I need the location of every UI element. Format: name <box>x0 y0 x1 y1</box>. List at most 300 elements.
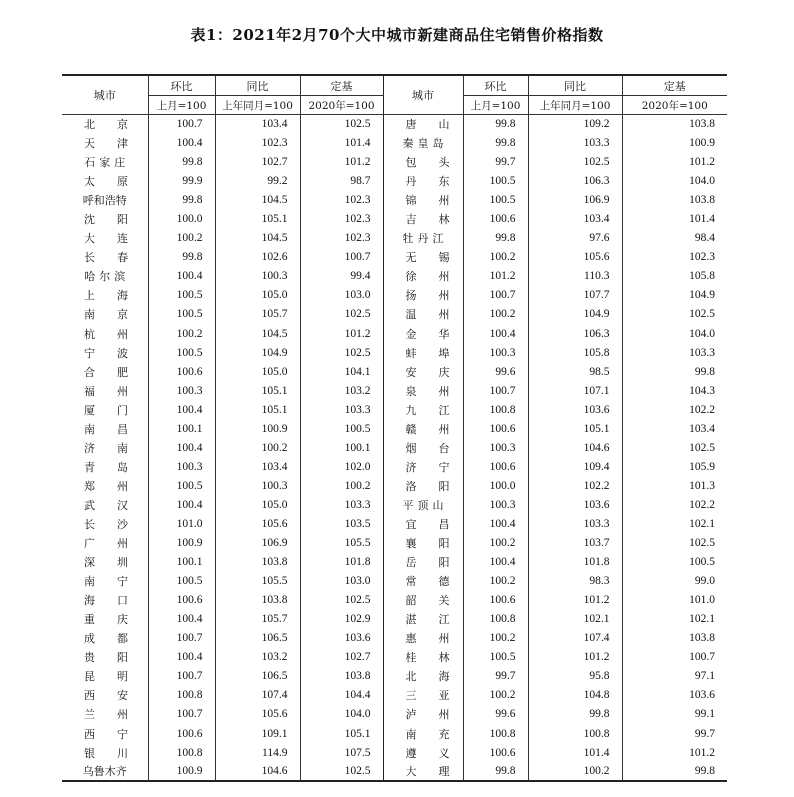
mom-value-left: 100.5 <box>148 305 215 324</box>
header-city-left: 城市 <box>62 75 148 115</box>
yoy-value-left: 99.2 <box>215 172 300 191</box>
yoy-value-left: 105.1 <box>215 210 300 229</box>
mom-value-right: 99.8 <box>463 134 528 153</box>
city-name-left: 呼和浩特 <box>82 194 127 208</box>
mom-value-right: 100.5 <box>463 191 528 210</box>
mom-value-right: 101.2 <box>463 267 528 286</box>
yoy-value-right: 104.8 <box>528 686 622 705</box>
city-name-left: 上海 <box>84 289 150 303</box>
fixed-value-right: 102.5 <box>622 534 727 553</box>
table-row <box>62 115 727 134</box>
yoy-value-right: 102.2 <box>528 476 622 495</box>
city-name-right: 温州 <box>383 305 463 324</box>
city-name-right: 南充 <box>383 724 463 743</box>
table-row <box>62 381 727 400</box>
city-name-right: 济宁 <box>383 457 463 476</box>
fixed-value-left: 100.1 <box>300 438 383 457</box>
mom-value-left: 100.6 <box>148 362 215 381</box>
fixed-value-left: 102.3 <box>300 229 383 248</box>
city-name-right: 北海 <box>383 667 463 686</box>
yoy-value-right: 98.3 <box>528 572 622 591</box>
fixed-value-right: 102.2 <box>622 495 727 514</box>
mom-value-right: 100.3 <box>463 438 528 457</box>
fixed-value-right: 102.1 <box>622 514 727 533</box>
fixed-value-right: 99.7 <box>622 724 727 743</box>
fixed-value-left: 101.2 <box>300 153 383 172</box>
mom-value-right: 100.6 <box>463 419 528 438</box>
mom-value-right: 100.5 <box>463 172 528 191</box>
city-name-left: 重庆 <box>84 613 150 627</box>
fixed-value-left: 102.5 <box>300 591 383 610</box>
city-name-right: 大理 <box>383 762 463 781</box>
yoy-value-right: 109.4 <box>528 457 622 476</box>
fixed-value-right: 102.1 <box>622 610 727 629</box>
mom-value-left: 100.4 <box>148 610 215 629</box>
table-row <box>62 534 727 553</box>
yoy-value-right: 110.3 <box>528 267 622 286</box>
mom-value-left: 100.1 <box>148 419 215 438</box>
fixed-value-right: 105.9 <box>622 457 727 476</box>
city-name-right: 唐山 <box>383 115 463 134</box>
yoy-value-right: 102.5 <box>528 153 622 172</box>
city-name-left: 乌鲁木齐 <box>82 765 127 779</box>
yoy-value-left: 105.1 <box>215 381 300 400</box>
table-row <box>62 153 727 172</box>
city-name-left: 杭州 <box>84 327 150 341</box>
mom-value-right: 99.8 <box>463 229 528 248</box>
city-name-right: 宜昌 <box>383 514 463 533</box>
mom-value-left: 100.2 <box>148 324 215 343</box>
mom-value-left: 100.9 <box>148 534 215 553</box>
fixed-value-right: 104.3 <box>622 381 727 400</box>
fixed-value-right: 99.8 <box>622 362 727 381</box>
city-name-left: 长春 <box>84 251 150 265</box>
fixed-value-right: 105.8 <box>622 267 727 286</box>
city-name-left: 贵阳 <box>84 651 150 665</box>
yoy-value-left: 100.9 <box>215 419 300 438</box>
fixed-value-right: 97.1 <box>622 667 727 686</box>
fixed-value-left: 101.8 <box>300 553 383 572</box>
city-name-left: 成都 <box>84 632 150 646</box>
fixed-value-left: 103.8 <box>300 667 383 686</box>
mom-value-left: 101.0 <box>148 514 215 533</box>
mom-value-left: 100.8 <box>148 743 215 762</box>
city-name-right: 洛阳 <box>383 476 463 495</box>
fixed-value-right: 104.0 <box>622 324 727 343</box>
city-name-left: 青岛 <box>84 460 150 474</box>
yoy-value-left: 109.1 <box>215 724 300 743</box>
table-row <box>62 724 727 743</box>
table-row <box>62 553 727 572</box>
mom-value-left: 99.8 <box>148 191 215 210</box>
yoy-value-right: 109.2 <box>528 115 622 134</box>
yoy-value-left: 105.5 <box>215 572 300 591</box>
city-name-right: 包头 <box>383 153 463 172</box>
fixed-value-right: 99.1 <box>622 705 727 724</box>
yoy-value-left: 100.3 <box>215 476 300 495</box>
city-name-right: 秦皇岛 <box>383 134 463 153</box>
fixed-value-left: 102.9 <box>300 610 383 629</box>
table-row <box>62 514 727 533</box>
mom-value-right: 100.3 <box>463 343 528 362</box>
yoy-value-right: 103.4 <box>528 210 622 229</box>
city-name-right: 遵义 <box>383 743 463 762</box>
yoy-value-left: 102.6 <box>215 248 300 267</box>
fixed-value-left: 102.0 <box>300 457 383 476</box>
yoy-value-right: 101.2 <box>528 591 622 610</box>
table-row <box>62 743 727 762</box>
city-name-right: 赣州 <box>383 419 463 438</box>
mom-value-right: 100.7 <box>463 286 528 305</box>
yoy-value-right: 105.6 <box>528 248 622 267</box>
fixed-value-left: 102.5 <box>300 115 383 134</box>
fixed-value-left: 103.2 <box>300 381 383 400</box>
city-name-left: 厦门 <box>84 403 150 417</box>
table-row <box>62 172 727 191</box>
yoy-value-right: 105.1 <box>528 419 622 438</box>
mom-value-left: 100.4 <box>148 267 215 286</box>
mom-value-right: 100.0 <box>463 476 528 495</box>
header-yoy-base-right: 上年同月=100 <box>528 96 622 115</box>
fixed-value-left: 102.3 <box>300 191 383 210</box>
city-name-left: 郑州 <box>84 479 150 493</box>
city-name-left: 广州 <box>84 537 150 551</box>
city-name-right: 吉林 <box>383 210 463 229</box>
city-name-left: 深圳 <box>84 556 150 570</box>
mom-value-left: 100.3 <box>148 381 215 400</box>
city-name-right: 泸州 <box>383 705 463 724</box>
city-name-right: 三亚 <box>383 686 463 705</box>
city-name-left: 南昌 <box>84 422 150 436</box>
fixed-value-right: 99.0 <box>622 572 727 591</box>
city-name-right: 无锡 <box>383 248 463 267</box>
fixed-value-right: 100.7 <box>622 648 727 667</box>
fixed-value-right: 100.5 <box>622 553 727 572</box>
yoy-value-right: 100.8 <box>528 724 622 743</box>
header-mom-right: 环比 <box>463 75 528 96</box>
yoy-value-right: 97.6 <box>528 229 622 248</box>
mom-value-left: 100.0 <box>148 210 215 229</box>
yoy-value-right: 103.3 <box>528 134 622 153</box>
city-name-right: 金华 <box>383 324 463 343</box>
yoy-value-left: 104.5 <box>215 229 300 248</box>
city-name-left: 昆明 <box>84 670 150 684</box>
table-row <box>62 362 727 381</box>
city-name-right: 安庆 <box>383 362 463 381</box>
yoy-value-right: 101.2 <box>528 648 622 667</box>
mom-value-right: 99.7 <box>463 153 528 172</box>
mom-value-left: 100.7 <box>148 115 215 134</box>
header-fixed-right: 定基 <box>622 75 727 96</box>
city-name-right: 韶关 <box>383 591 463 610</box>
city-name-left: 天津 <box>84 137 150 151</box>
fixed-value-left: 102.7 <box>300 648 383 667</box>
table-row <box>62 476 727 495</box>
mom-value-right: 99.8 <box>463 762 528 781</box>
mom-value-right: 99.6 <box>463 705 528 724</box>
city-name-left: 西安 <box>84 689 150 703</box>
yoy-value-right: 106.9 <box>528 191 622 210</box>
yoy-value-left: 103.2 <box>215 648 300 667</box>
city-name-left: 北京 <box>84 118 150 132</box>
yoy-value-right: 106.3 <box>528 324 622 343</box>
yoy-value-right: 95.8 <box>528 667 622 686</box>
city-name-left: 福州 <box>84 384 150 398</box>
mom-value-right: 100.2 <box>463 534 528 553</box>
mom-value-right: 100.2 <box>463 305 528 324</box>
table-row <box>62 267 727 286</box>
city-name-right: 常德 <box>383 572 463 591</box>
city-name-left: 沈阳 <box>84 213 150 227</box>
city-name-right: 丹东 <box>383 172 463 191</box>
yoy-value-left: 107.4 <box>215 686 300 705</box>
fixed-value-left: 100.2 <box>300 476 383 495</box>
mom-value-right: 100.8 <box>463 400 528 419</box>
header-yoy-left: 同比 <box>215 75 300 96</box>
fixed-value-left: 103.5 <box>300 514 383 533</box>
price-index-table <box>62 74 727 782</box>
mom-value-left: 100.8 <box>148 686 215 705</box>
table-row <box>62 343 727 362</box>
yoy-value-left: 106.5 <box>215 629 300 648</box>
mom-value-left: 100.4 <box>148 438 215 457</box>
yoy-value-left: 104.9 <box>215 343 300 362</box>
mom-value-left: 100.2 <box>148 229 215 248</box>
fixed-value-left: 100.5 <box>300 419 383 438</box>
fixed-value-left: 104.4 <box>300 686 383 705</box>
fixed-value-right: 104.9 <box>622 286 727 305</box>
city-name-left: 宁波 <box>84 346 150 360</box>
fixed-value-left: 104.1 <box>300 362 383 381</box>
fixed-value-right: 102.3 <box>622 248 727 267</box>
table-row <box>62 495 727 514</box>
mom-value-left: 100.7 <box>148 667 215 686</box>
fixed-value-right: 102.5 <box>622 438 727 457</box>
fixed-value-left: 104.0 <box>300 705 383 724</box>
city-name-left: 济南 <box>84 441 150 455</box>
fixed-value-left: 103.0 <box>300 286 383 305</box>
city-name-right: 烟台 <box>383 438 463 457</box>
yoy-value-left: 114.9 <box>215 743 300 762</box>
fixed-value-left: 102.5 <box>300 305 383 324</box>
fixed-value-right: 103.8 <box>622 629 727 648</box>
mom-value-right: 100.4 <box>463 553 528 572</box>
mom-value-left: 100.7 <box>148 705 215 724</box>
table-row <box>62 591 727 610</box>
yoy-value-right: 107.4 <box>528 629 622 648</box>
fixed-value-left: 107.5 <box>300 743 383 762</box>
fixed-value-left: 105.5 <box>300 534 383 553</box>
yoy-value-left: 102.3 <box>215 134 300 153</box>
yoy-value-right: 107.7 <box>528 286 622 305</box>
mom-value-left: 100.4 <box>148 648 215 667</box>
fixed-value-left: 103.6 <box>300 629 383 648</box>
yoy-value-left: 105.7 <box>215 610 300 629</box>
city-name-left: 合肥 <box>84 365 150 379</box>
yoy-value-right: 103.6 <box>528 495 622 514</box>
city-name-left: 哈尔滨 <box>84 270 130 284</box>
mom-value-left: 100.5 <box>148 572 215 591</box>
city-name-left: 太原 <box>84 175 150 189</box>
fixed-value-right: 100.9 <box>622 134 727 153</box>
fixed-value-right: 101.0 <box>622 591 727 610</box>
fixed-value-left: 103.3 <box>300 400 383 419</box>
mom-value-right: 99.6 <box>463 362 528 381</box>
city-name-right: 襄阳 <box>383 534 463 553</box>
table-row <box>62 457 727 476</box>
yoy-value-left: 106.9 <box>215 534 300 553</box>
table-row <box>62 400 727 419</box>
city-name-right: 平顶山 <box>383 495 463 514</box>
mom-value-left: 99.8 <box>148 248 215 267</box>
table-row <box>62 419 727 438</box>
fixed-value-right: 101.2 <box>622 153 727 172</box>
header-mom-left: 环比 <box>148 75 215 96</box>
fixed-value-right: 99.8 <box>622 762 727 781</box>
table-row <box>62 229 727 248</box>
mom-value-left: 100.3 <box>148 457 215 476</box>
table-row <box>62 438 727 457</box>
mom-value-left: 100.7 <box>148 629 215 648</box>
table-row <box>62 572 727 591</box>
mom-value-right: 100.2 <box>463 572 528 591</box>
mom-value-right: 100.2 <box>463 686 528 705</box>
mom-value-right: 99.7 <box>463 667 528 686</box>
fixed-value-right: 104.0 <box>622 172 727 191</box>
table-row <box>62 286 727 305</box>
city-name-right: 湛江 <box>383 610 463 629</box>
header-city-right: 城市 <box>383 75 463 115</box>
table-row <box>62 667 727 686</box>
fixed-value-right: 103.6 <box>622 686 727 705</box>
city-name-left: 银川 <box>84 746 150 760</box>
yoy-value-left: 100.2 <box>215 438 300 457</box>
fixed-value-right: 102.5 <box>622 305 727 324</box>
fixed-value-right: 103.8 <box>622 115 727 134</box>
yoy-value-right: 98.5 <box>528 362 622 381</box>
header-mom-base-left: 上月=100 <box>148 96 215 115</box>
table-row <box>62 305 727 324</box>
fixed-value-left: 102.3 <box>300 210 383 229</box>
fixed-value-right: 101.2 <box>622 743 727 762</box>
mom-value-right: 100.2 <box>463 248 528 267</box>
city-name-left: 南宁 <box>84 575 150 589</box>
mom-value-right: 100.8 <box>463 610 528 629</box>
city-name-right: 锦州 <box>383 191 463 210</box>
header-mom-base-right: 上月=100 <box>463 96 528 115</box>
table-row <box>62 134 727 153</box>
table-row <box>62 686 727 705</box>
table-row <box>62 705 727 724</box>
mom-value-right: 100.2 <box>463 629 528 648</box>
yoy-value-left: 102.7 <box>215 153 300 172</box>
mom-value-right: 100.3 <box>463 495 528 514</box>
fixed-value-right: 101.3 <box>622 476 727 495</box>
mom-value-left: 100.4 <box>148 400 215 419</box>
yoy-value-left: 105.0 <box>215 495 300 514</box>
fixed-value-left: 105.1 <box>300 724 383 743</box>
mom-value-left: 100.9 <box>148 762 215 781</box>
table-row <box>62 248 727 267</box>
yoy-value-right: 107.1 <box>528 381 622 400</box>
yoy-value-right: 101.8 <box>528 553 622 572</box>
header-fixed-base-right: 2020年=100 <box>622 96 727 115</box>
mom-value-left: 100.6 <box>148 591 215 610</box>
city-name-left: 长沙 <box>84 518 150 531</box>
table-row <box>62 648 727 667</box>
mom-value-left: 100.1 <box>148 553 215 572</box>
yoy-value-left: 104.5 <box>215 191 300 210</box>
yoy-value-left: 103.4 <box>215 115 300 134</box>
yoy-value-right: 99.8 <box>528 705 622 724</box>
city-name-right: 扬州 <box>383 286 463 305</box>
yoy-value-left: 105.6 <box>215 705 300 724</box>
yoy-value-left: 103.8 <box>215 591 300 610</box>
city-name-left: 石家庄 <box>84 156 130 170</box>
table-row <box>62 191 727 210</box>
fixed-value-left: 102.5 <box>300 343 383 362</box>
table-row <box>62 610 727 629</box>
mom-value-right: 100.4 <box>463 514 528 533</box>
city-name-right: 牡丹江 <box>383 229 463 248</box>
yoy-value-left: 100.3 <box>215 267 300 286</box>
fixed-value-right: 102.2 <box>622 400 727 419</box>
mom-value-right: 99.8 <box>463 115 528 134</box>
fixed-value-right: 98.4 <box>622 229 727 248</box>
table-row <box>62 210 727 229</box>
mom-value-left: 100.5 <box>148 476 215 495</box>
fixed-value-right: 103.4 <box>622 419 727 438</box>
fixed-value-left: 103.0 <box>300 572 383 591</box>
mom-value-right: 100.4 <box>463 324 528 343</box>
city-name-left: 武汉 <box>84 498 150 512</box>
mom-value-left: 100.4 <box>148 134 215 153</box>
city-name-right: 惠州 <box>383 629 463 648</box>
fixed-value-left: 101.4 <box>300 134 383 153</box>
fixed-value-left: 101.2 <box>300 324 383 343</box>
fixed-value-left: 100.7 <box>300 248 383 267</box>
fixed-value-left: 103.3 <box>300 495 383 514</box>
mom-value-left: 99.8 <box>148 153 215 172</box>
table-row <box>62 324 727 343</box>
city-name-left: 南京 <box>84 308 150 322</box>
mom-value-left: 100.6 <box>148 724 215 743</box>
yoy-value-right: 100.2 <box>528 762 622 781</box>
header-fixed-base-left: 2020年=100 <box>300 96 383 115</box>
city-name-left: 西宁 <box>84 727 150 741</box>
table-row <box>62 762 727 781</box>
yoy-value-left: 105.1 <box>215 400 300 419</box>
fixed-value-left: 98.7 <box>300 172 383 191</box>
yoy-value-right: 106.3 <box>528 172 622 191</box>
mom-value-right: 100.6 <box>463 210 528 229</box>
mom-value-right: 100.7 <box>463 381 528 400</box>
yoy-value-left: 104.5 <box>215 324 300 343</box>
city-name-left: 海口 <box>84 594 150 608</box>
yoy-value-right: 102.1 <box>528 610 622 629</box>
yoy-value-right: 104.6 <box>528 438 622 457</box>
city-name-right: 徐州 <box>383 267 463 286</box>
city-name-right: 岳阳 <box>383 553 463 572</box>
yoy-value-right: 101.4 <box>528 743 622 762</box>
city-name-left: 兰州 <box>84 708 150 722</box>
mom-value-left: 99.9 <box>148 172 215 191</box>
fixed-value-right: 103.8 <box>622 191 727 210</box>
yoy-value-right: 105.8 <box>528 343 622 362</box>
yoy-value-left: 104.6 <box>215 762 300 781</box>
yoy-value-left: 105.0 <box>215 362 300 381</box>
table-body <box>62 115 727 782</box>
